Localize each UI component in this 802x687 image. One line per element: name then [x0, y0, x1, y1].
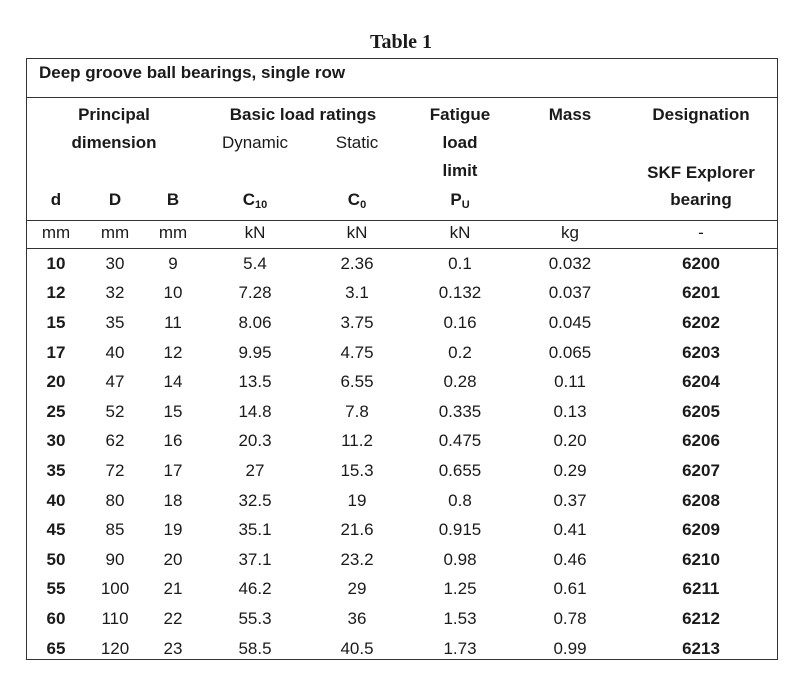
- table-cell: 1.25: [443, 579, 477, 599]
- header-basic-load-ratings: Basic load ratings: [229, 105, 377, 124]
- table-cell: 0.20: [553, 431, 587, 451]
- table-cell: 0.037: [548, 283, 592, 303]
- symbol-c0: [309, 190, 405, 215]
- table-cell: 45: [46, 520, 66, 540]
- table-cell: 0.915: [438, 520, 482, 540]
- unit-cell: kN: [346, 223, 368, 242]
- designation-cell: 6212: [682, 608, 720, 628]
- table-row: [27, 427, 777, 457]
- table-cell: 0.98: [443, 549, 477, 569]
- unit-cell: kN: [244, 223, 266, 242]
- table-cell: 9: [168, 253, 178, 273]
- table-row: [27, 279, 777, 309]
- table-row: [27, 308, 777, 338]
- table-cell: 0.655: [438, 460, 482, 480]
- table-row: [27, 634, 777, 664]
- table-cell: 8.06: [238, 312, 272, 332]
- table-subtitle: Deep groove ball bearings, single row: [39, 63, 346, 82]
- table-cell: 0.8: [448, 490, 472, 510]
- table-cell: 3.1: [345, 283, 369, 303]
- table-cell: 18: [163, 490, 183, 510]
- table-cell: 32.5: [238, 490, 272, 510]
- table-cell: 90: [105, 549, 125, 569]
- header-designation: Designation: [652, 105, 750, 124]
- header-skf-explorer: SKF Explorer: [647, 163, 755, 182]
- table-cell: 72: [105, 460, 125, 480]
- unit-cell: mm: [158, 223, 188, 242]
- symbol-c0-base: C: [347, 190, 361, 209]
- unit-cell: -: [698, 223, 704, 242]
- table-cell: 30: [105, 253, 125, 273]
- table-cell: 20: [46, 372, 66, 392]
- symbol-c10: [201, 190, 309, 215]
- table-cell: 3.75: [340, 312, 374, 332]
- table-cell: 55.3: [238, 608, 272, 628]
- designation-cell: 6201: [682, 283, 720, 303]
- table-cell: 0.475: [438, 431, 482, 451]
- table-row: [27, 515, 777, 545]
- table-cell: 11.2: [341, 431, 373, 451]
- table-cell: 23.2: [340, 549, 374, 569]
- table-cell: 2.36: [340, 253, 374, 273]
- table-row: [27, 249, 777, 279]
- header-dynamic: Dynamic: [221, 133, 289, 152]
- table-cell: 65: [46, 638, 66, 658]
- table-cell: 13.5: [238, 372, 272, 392]
- table-cell: 0.065: [548, 342, 592, 362]
- table-cell: 100: [100, 579, 130, 599]
- table-cell: 15: [163, 401, 183, 421]
- table-cell: 9.95: [238, 342, 272, 362]
- header-fatigue-2: load: [442, 133, 478, 152]
- table-cell: 10: [46, 253, 66, 273]
- table-cell: 35: [105, 312, 125, 332]
- table-cell: 37.1: [238, 549, 272, 569]
- table-cell: 0.41: [553, 520, 587, 540]
- table-cell: 0.032: [548, 253, 592, 273]
- table-cell: 30: [46, 431, 66, 451]
- table-row: [27, 486, 777, 516]
- table-row: [27, 545, 777, 575]
- designation-cell: 6209: [682, 520, 720, 540]
- table-cell: 7.28: [238, 283, 272, 303]
- table-cell: 0.045: [548, 312, 592, 332]
- header-mass: Mass: [548, 105, 592, 124]
- table-cell: 32: [105, 283, 125, 303]
- table-cell: 35.1: [238, 520, 272, 540]
- header-fatigue-3: limit: [442, 161, 478, 180]
- table-cell: 0.2: [448, 342, 472, 362]
- subtitle-divider: [27, 97, 777, 98]
- table-cell: 58.5: [238, 638, 272, 658]
- table-cell: 6.55: [340, 372, 374, 392]
- designation-cell: 6202: [682, 312, 720, 332]
- table-cell: 10: [163, 283, 183, 303]
- table-cell: 22: [163, 608, 183, 628]
- table-cell: 50: [46, 549, 66, 569]
- table-cell: 0.28: [443, 372, 477, 392]
- header-static: Static: [335, 133, 379, 152]
- symbol-c10-sub: 10: [255, 199, 268, 211]
- table-cell: 12: [163, 342, 183, 362]
- header-principal-1: Principal: [78, 105, 150, 124]
- table-cell: 40: [46, 490, 66, 510]
- designation-cell: 6206: [682, 431, 720, 451]
- table-cell: 40.5: [340, 638, 374, 658]
- unit-cell: mm: [100, 223, 130, 242]
- table-cell: 1.73: [443, 638, 477, 658]
- header-divider: [27, 220, 777, 221]
- table-cell: 14.8: [238, 401, 272, 421]
- table-cell: 35: [46, 460, 66, 480]
- symbol-c0-sub: 0: [360, 199, 367, 211]
- table-cell: 85: [105, 520, 125, 540]
- table-cell: 15: [46, 312, 66, 332]
- table-cell: 62: [105, 431, 125, 451]
- unit-cell: kg: [561, 223, 579, 242]
- table-cell: 11: [164, 312, 182, 332]
- table-cell: 29: [347, 579, 367, 599]
- table-cell: 0.13: [553, 401, 587, 421]
- table-cell: 0.16: [443, 312, 477, 332]
- table-cell: 0.78: [553, 608, 587, 628]
- designation-cell: 6200: [682, 253, 720, 273]
- designation-cell: 6203: [682, 342, 720, 362]
- data-table: [27, 249, 777, 663]
- table-cell: 17: [163, 460, 183, 480]
- table-cell: 7.8: [345, 401, 369, 421]
- header-bearing: bearing: [670, 190, 732, 209]
- table-cell: 15.3: [340, 460, 374, 480]
- table-row: [27, 338, 777, 368]
- table-cell: 0.335: [438, 401, 482, 421]
- symbol-D: D: [108, 190, 122, 209]
- table-cell: 0.132: [438, 283, 482, 303]
- symbol-c10-base: C: [242, 190, 256, 209]
- table-row: [27, 604, 777, 634]
- designation-cell: 6210: [682, 549, 720, 569]
- table-cell: 46.2: [238, 579, 272, 599]
- table-cell: 0.11: [554, 372, 586, 392]
- table-cell: 40: [105, 342, 125, 362]
- table-cell: 60: [46, 608, 66, 628]
- table-cell: 21.6: [340, 520, 374, 540]
- table-cell: 27: [245, 460, 265, 480]
- symbol-pu-sub: U: [461, 199, 470, 211]
- table-row: [27, 456, 777, 486]
- table-cell: 23: [163, 638, 183, 658]
- symbol-d: d: [50, 190, 62, 209]
- table-row: [27, 397, 777, 427]
- table-row: [27, 367, 777, 397]
- table-cell: 16: [163, 431, 183, 451]
- bearing-table: [26, 58, 778, 660]
- table-caption: Table 1: [369, 31, 433, 53]
- table-cell: 1.53: [443, 608, 477, 628]
- table-cell: 0.29: [553, 460, 587, 480]
- header-fatigue-1: Fatigue: [429, 105, 491, 124]
- table-cell: 0.99: [553, 638, 587, 658]
- table-cell: 25: [46, 401, 66, 421]
- table-cell: 80: [105, 490, 125, 510]
- table-cell: 20.3: [238, 431, 272, 451]
- symbol-pu-base: P: [450, 190, 462, 209]
- table-cell: 19: [163, 520, 183, 540]
- table-cell: 52: [105, 401, 125, 421]
- table-cell: 0.37: [553, 490, 587, 510]
- designation-cell: 6204: [682, 372, 720, 392]
- symbol-B: B: [166, 190, 180, 209]
- designation-cell: 6205: [682, 401, 720, 421]
- table-cell: 5.4: [243, 253, 267, 273]
- table-cell: 120: [100, 638, 130, 658]
- table-cell: 20: [163, 549, 183, 569]
- table-cell: 47: [105, 372, 125, 392]
- table-cell: 21: [163, 579, 183, 599]
- table-cell: 0.61: [553, 579, 587, 599]
- symbol-pu: [405, 190, 515, 215]
- table-cell: 12: [46, 283, 66, 303]
- unit-cell: mm: [41, 223, 71, 242]
- designation-cell: 6213: [682, 638, 720, 658]
- table-body: [27, 249, 777, 663]
- table-cell: 55: [46, 579, 66, 599]
- designation-cell: 6208: [682, 490, 720, 510]
- designation-cell: 6207: [682, 460, 720, 480]
- table-cell: 0.46: [553, 549, 587, 569]
- table-cell: 0.1: [448, 253, 472, 273]
- table-cell: 14: [163, 372, 183, 392]
- designation-cell: 6211: [682, 579, 720, 599]
- table-cell: 4.75: [340, 342, 374, 362]
- table-cell: 19: [347, 490, 367, 510]
- table-cell: 36: [347, 608, 367, 628]
- unit-cell: kN: [449, 223, 471, 242]
- table-row: [27, 575, 777, 605]
- header-principal-2: dimension: [71, 133, 157, 152]
- table-cell: 110: [101, 608, 129, 628]
- table-cell: 17: [46, 342, 66, 362]
